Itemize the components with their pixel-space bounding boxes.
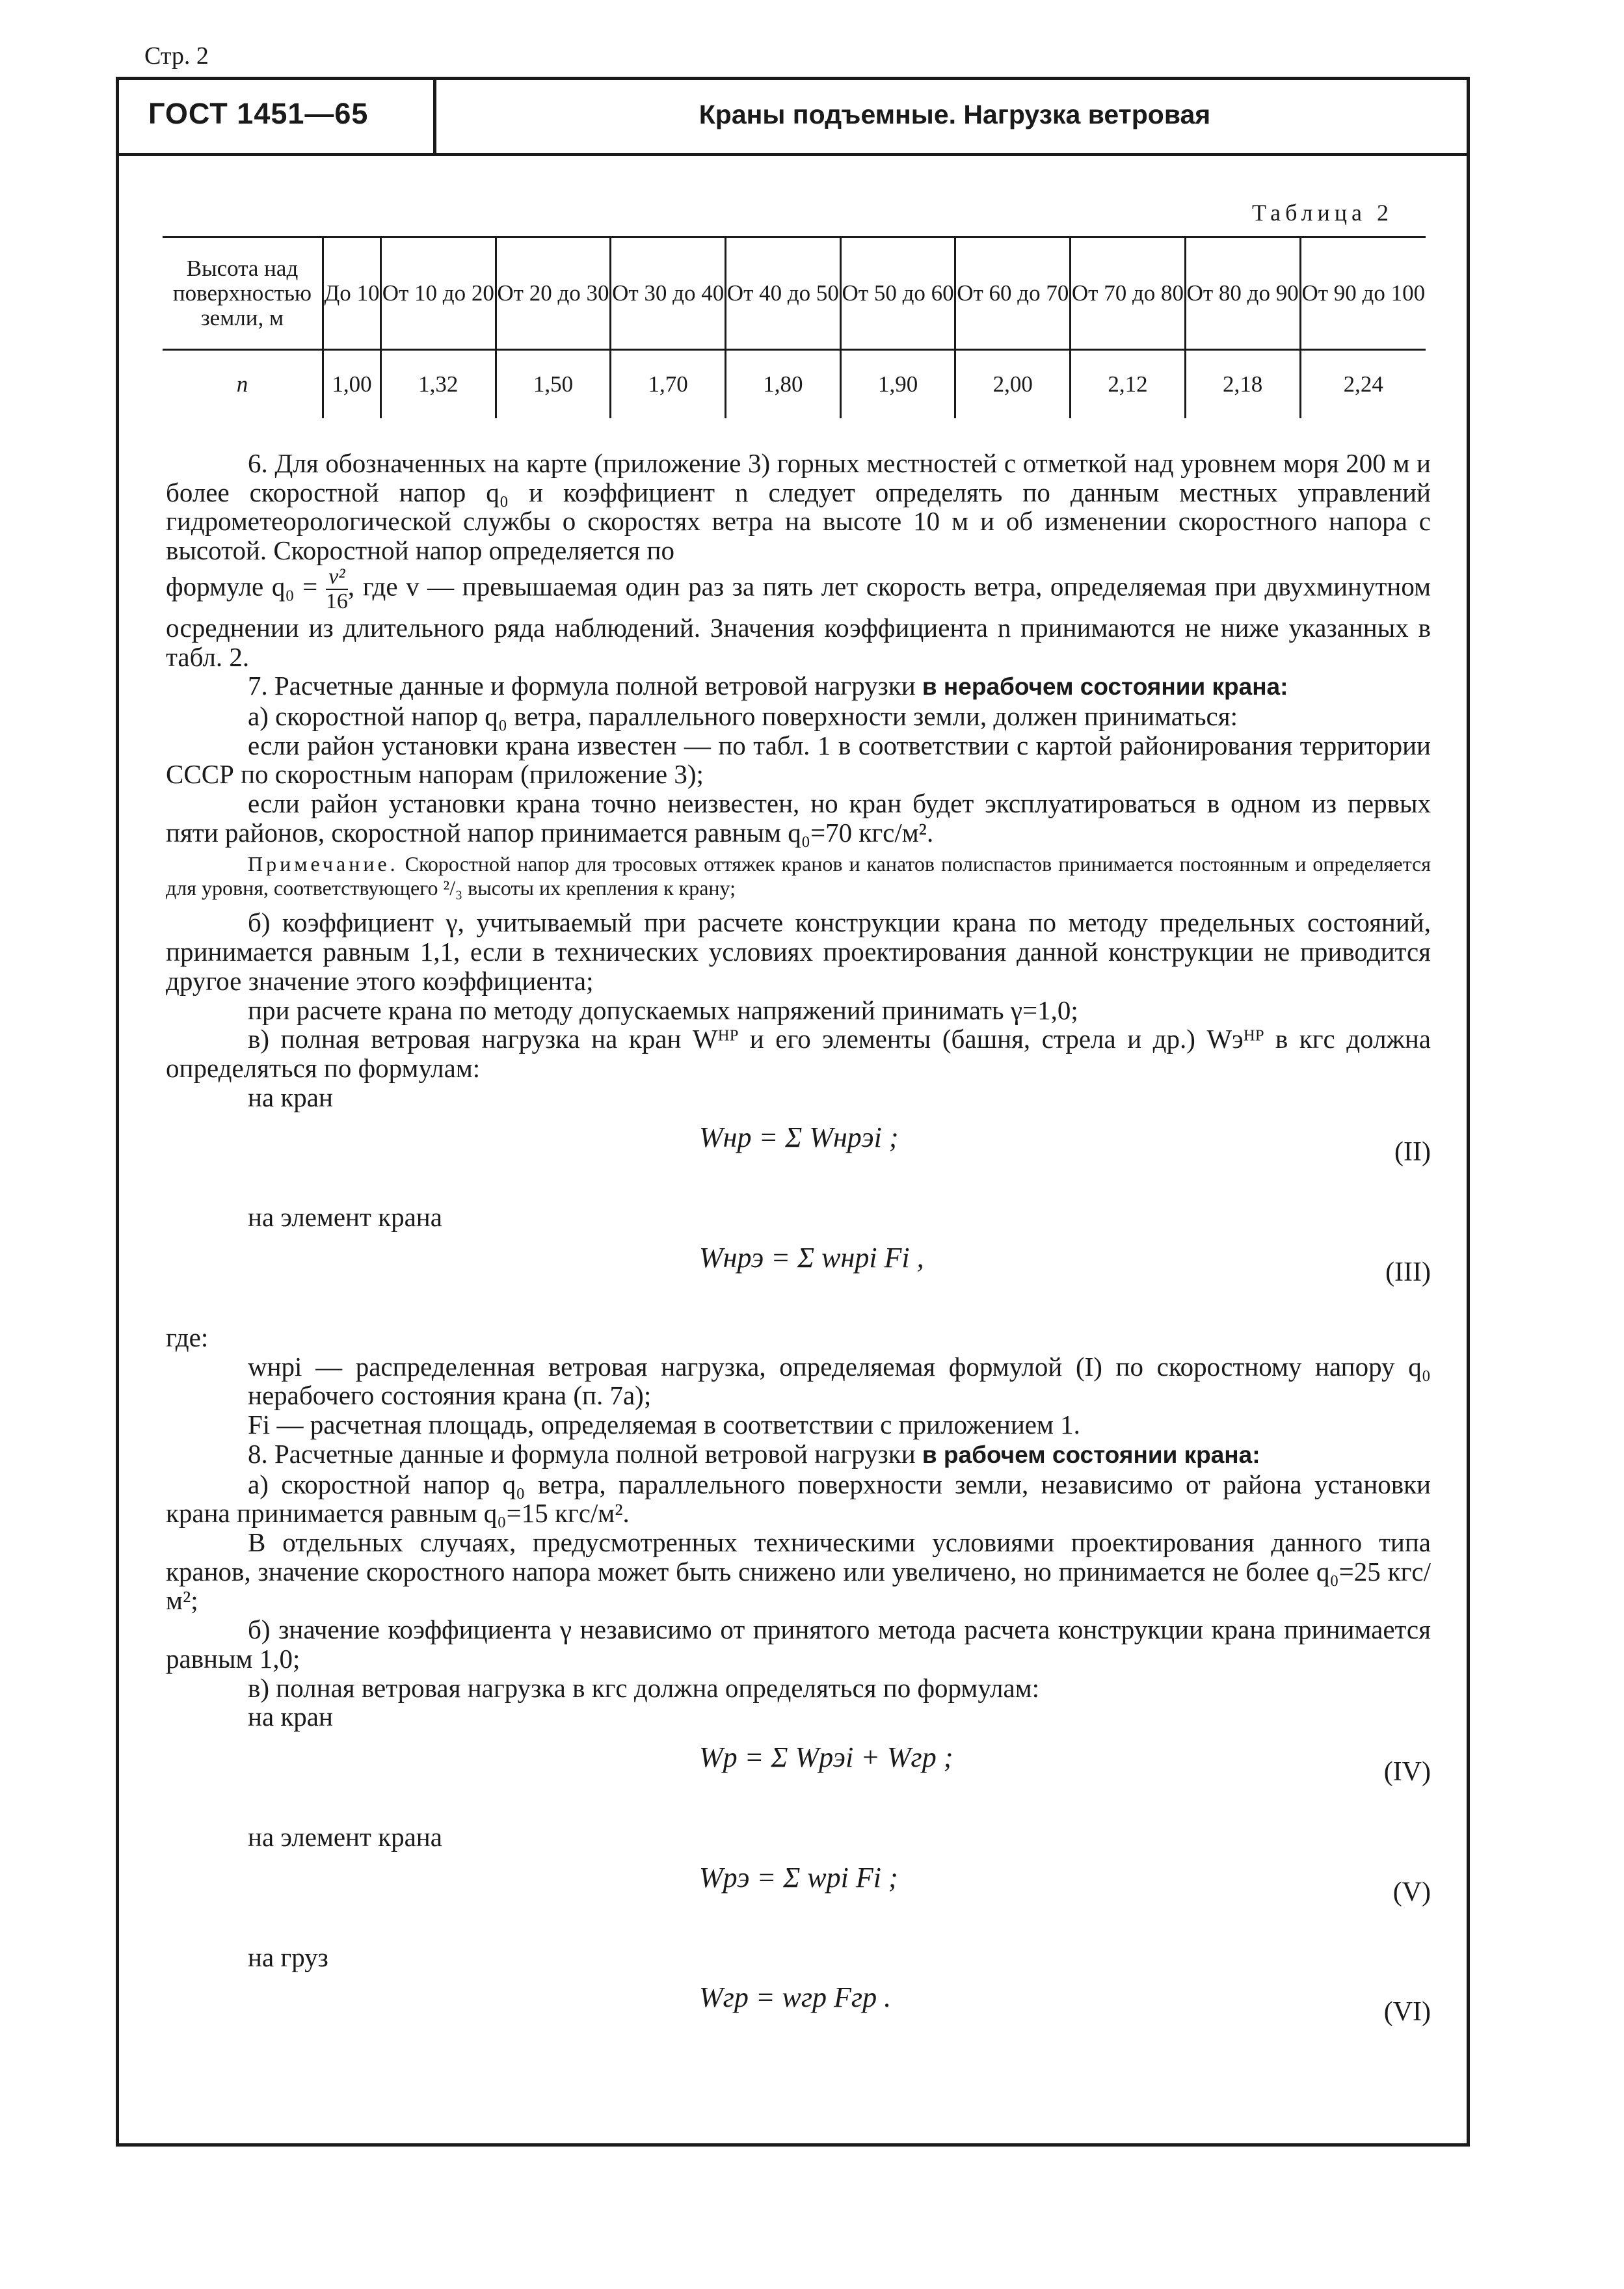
table-cell: 2,00 [955, 350, 1071, 419]
formula-V: Wрэ = Σ wрi Fi ; (V) [699, 1861, 1431, 1907]
table-cell: 1,80 [726, 350, 841, 419]
column-header: От 30 до 40 [611, 237, 726, 350]
note-text: Скоростной напор для тросовых оттяжек кранов и канатов полиспастов принимается постоянным и определяется для уровня, соответствующего ²/₃ высоты их крепления к крану; [166, 852, 1431, 900]
label-on-crane: на кран [248, 1082, 333, 1112]
page-number: Стр. 2 [144, 42, 209, 70]
document-title: Краны подъемные. Нагрузка ветровая [699, 100, 1211, 129]
table-caption: Таблица 2 [1252, 200, 1393, 226]
paragraph-8c: в) полная ветровая нагрузка в кгс должна определяться по формулам: [248, 1672, 1040, 1703]
table-cell: 2,12 [1071, 350, 1186, 419]
paragraph-8a-2: В отдельных случаях, предусмотренных техническими условиями проектирования данного типа кранов, значение скоростного напора может быть снижено или увеличено, но принимается не более q₀=25 кгс/м²; [166, 1527, 1431, 1616]
paragraph-7: 7. Расчетные данные и формула полной ветровой нагрузки в нерабочем состоянии крана: [248, 671, 1288, 701]
paragraph-6: 6. Для обозначенных на карте (приложение 3) горных местностей с отметкой над уровнем моря 200 м и более скоростной напор q₀ и коэффициент n следует определять по данным местных управлений гидрометеорологической службы о скоростях ветра на высоте 10 м и об изменении скоростного напора с высотой. Скоростной напор определяется по [166, 448, 1431, 566]
definition-w: wнрi — распределенная ветровая нагрузка, определяемая формулой (I) по скоростному напору q₀ нерабочего состояния крана (п. 7а); [248, 1351, 1431, 1411]
table-cell: 1,50 [496, 350, 611, 419]
row-header-cell: Высота над поверхностью земли, м [163, 237, 323, 350]
paragraph-7b-2: при расчете крана по методу допускаемых напряжений принимать γ=1,0; [248, 995, 1078, 1025]
label-on-load: на груз [248, 1942, 328, 1972]
paragraph-7-bold: в нерабочем состоянии крана: [922, 673, 1288, 701]
column-header: От 10 до 20 [380, 237, 496, 350]
document-header [116, 77, 1470, 156]
frame-bottom-border [116, 2143, 1470, 2147]
column-header: От 20 до 30 [496, 237, 611, 350]
column-header: От 90 до 100 [1300, 237, 1426, 350]
paragraph-8a: а) скоростной напор q₀ ветра, параллельного поверхности земли, независимо от района установки крана принимается равным q₀=15 кгс/м². [166, 1469, 1431, 1529]
table-cell: 1,00 [323, 350, 381, 419]
formula-VI: Wгр = wгр Fгр . (VI) [699, 1981, 1431, 2028]
definition-f: Fi — расчетная площадь, определяемая в соответствии с приложением 1. [248, 1410, 1080, 1440]
frame-left-border [116, 156, 119, 2147]
paragraph-7a-1: если район установки крана известен — по табл. 1 в соответствии с картой районирования территории СССР по скоростным напорам (приложение 3); [166, 730, 1431, 790]
note [166, 852, 1431, 900]
column-header: От 40 до 50 [726, 237, 841, 350]
formula-IV: Wр = Σ Wрэi + Wгр ; (IV) [699, 1741, 1431, 1787]
table-cell: 2,18 [1185, 350, 1300, 419]
frame-right-border [1467, 156, 1470, 2147]
document-body [166, 449, 1431, 2063]
label-on-element-2: на элемент крана [248, 1821, 442, 1852]
paragraph-8b: б) значение коэффициента γ независимо от принятого метода расчета конструкции крана принимается равным 1,0; [166, 1614, 1431, 1674]
label-on-crane-2: на кран [248, 1702, 333, 1732]
table-cell: 1,90 [840, 350, 955, 419]
column-header: От 60 до 70 [955, 237, 1071, 350]
column-header: От 50 до 60 [840, 237, 955, 350]
paragraph-8: 8. Расчетные данные и формула полной ветровой нагрузки в рабочем состоянии крана: [248, 1438, 1260, 1469]
table-cell: 1,70 [611, 350, 726, 419]
paragraph-7a-2: если район установки крана точно неизвестен, но кран будет эксплуатироваться в одном из первых пяти районов, скоростной напор принимается равным q₀=70 кгс/м². [166, 788, 1431, 848]
paragraph-8-bold: в рабочем состоянии крана: [922, 1441, 1260, 1468]
formula-III: Wнрэ = Σ wнрi Fi , (III) [699, 1242, 1431, 1288]
paragraph-7b: б) коэффициент γ, учитываемый при расчете конструкции крана по методу предельных состояний, принимается равным 1,1, если в технических условиях проектирования данной конструкции не приводится другое значение этого коэффициента; [166, 907, 1431, 996]
column-header: До 10 [323, 237, 381, 350]
where-label: где: [166, 1322, 209, 1353]
column-header: От 70 до 80 [1071, 237, 1186, 350]
formula-II: Wнр = Σ Wнрэi ; (II) [699, 1121, 1431, 1168]
table-cell: 1,32 [380, 350, 496, 419]
table-cell: 2,24 [1300, 350, 1426, 419]
standard-code: ГОСТ 1451—65 [148, 97, 369, 130]
paragraph-6-formula: формуле q₀ = $\frac{\text{v²}}{16}$ , где v — превышаемая один раз за пять лет скорость ветра, определяемая при двухминутном осреднении из длительного ряда наблюдений. Значения коэффициента n принимаются не ниже указанных в табл. 2. [166, 564, 1431, 672]
note-label: Примечание. [248, 852, 399, 876]
paragraph-7a: а) скоростной напор q₀ ветра, параллельного поверхности земли, должен приниматься: [248, 701, 1238, 731]
fraction: $\frac{\text{v²}}{16}$ [325, 564, 348, 613]
paragraph-7c: в) полная ветровая нагрузка на кран Wᴴᴾ и его элементы (башня, стрела и др.) Wэᴴᴾ в кгс должна определяться по формулам: [166, 1024, 1431, 1083]
column-header: От 80 до 90 [1185, 237, 1300, 350]
row-label: n [236, 371, 248, 397]
label-on-element: на элемент крана [248, 1202, 442, 1233]
coefficient-table [163, 236, 1426, 418]
